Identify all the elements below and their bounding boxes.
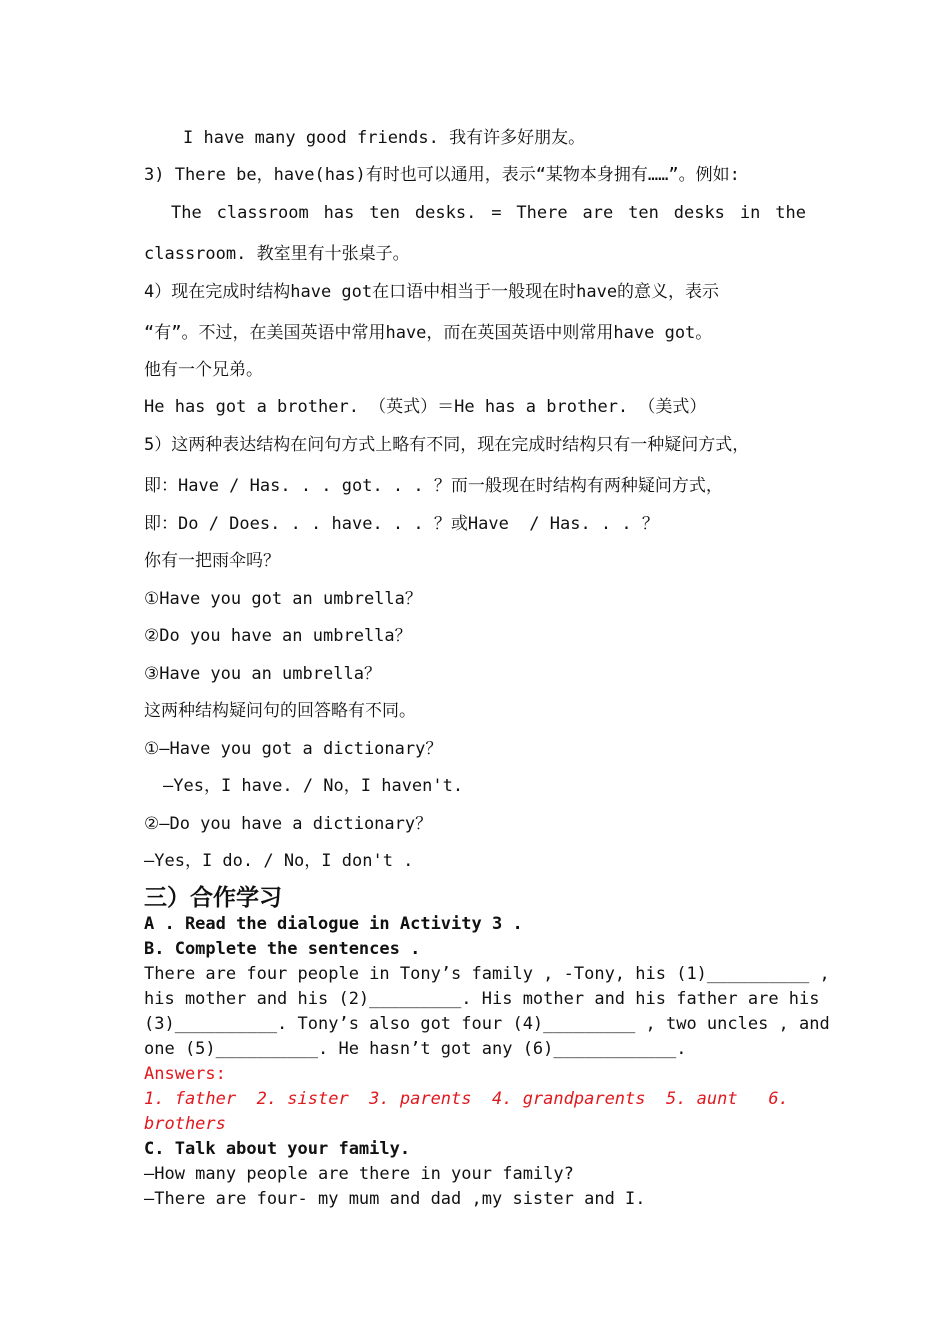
chinese-example: 他有一个兄弟。 [144,360,263,380]
question-chinese: 你有一把雨伞吗？ [144,551,280,571]
dialogue-1-q: ①—Have you got a dictionary？ [144,739,443,759]
answers-line-2: brothers [144,1114,226,1134]
task-a: A . Read the dialogue in Activity 3 . [144,914,523,934]
task-b: B. Complete the sentences . [144,939,421,959]
note-4-cont: “有”。不过，在美国英语中常用have，而在英国英语中则常用have got。 [144,323,713,343]
word: the [775,203,806,223]
note-5: 5）这两种表达结构在问句方式上略有不同，现在完成时结构只有一种疑问方式， [144,435,750,455]
word: ten [628,203,659,223]
question-3: ③Have you an umbrella？ [144,664,381,684]
note-5-cont: 即：Have / Has. . . got. . . ？而一般现在时结构有两种疑问方式， [144,476,723,496]
word: classroom [216,203,309,223]
word: The [171,203,202,223]
answers-label: Answers: [144,1064,226,1084]
example-line [171,202,806,224]
exercise-line-4: one (5)__________. He hasn’t got any (6)____________. [144,1039,687,1059]
word: are [582,203,614,223]
word: has [323,203,355,223]
exercise-line-1: There are four people in Tony’s family , -Tony, his (1)__________ , [144,964,830,984]
exercise-line-2: his mother and his (2)_________. His mother and his father are his [144,989,820,1009]
question-1: ①Have you got an umbrella？ [144,589,422,609]
dialogue-2-q: ②—Do you have a dictionary？ [144,814,433,834]
note-5-cont2: 即：Do / Does. . . have. . . ？或Have / Has. . . ？ [144,514,659,534]
word: ten [369,203,400,223]
note-3: 3) There be，have(has)有时也可以通用，表示“某物本身拥有……”。例如: [144,165,740,185]
word: = [491,203,502,223]
dialogue-2-a: —Yes，I do. / No，I don't . [144,851,414,871]
example-line-cont: classroom. 教室里有十张桌子。 [144,244,410,264]
english-example: He has got a brother. （英式）＝He has a brother. （美式） [144,397,707,417]
question-2: ②Do you have an umbrella？ [144,626,412,646]
word: desks. [414,203,477,223]
dialogue-1-a: —Yes，I have. / No，I haven't. [163,776,464,796]
answer-note: 这两种结构疑问句的回答略有不同。 [144,701,416,721]
word: in [739,203,761,223]
talk-question: —How many people are there in your family? [144,1164,574,1184]
word: desks [673,203,725,223]
talk-answer: —There are four- my mum and dad ,my sister and I. [144,1189,646,1209]
example-sentence: I have many good friends. 我有许多好朋友。 [183,128,586,148]
note-4: 4）现在完成时结构have got在口语中相当于一般现在时have的意义，表示 [144,282,720,302]
answers-line-1: 1. father 2. sister 3. parents 4. grandparents 5. aunt 6. [144,1089,789,1109]
task-c: C. Talk about your family. [144,1139,411,1159]
word: There [516,203,568,223]
section-heading: 三）合作学习 [144,885,282,911]
exercise-line-3: (3)__________. Tony’s also got four (4)_________ , two uncles , and [144,1014,830,1034]
